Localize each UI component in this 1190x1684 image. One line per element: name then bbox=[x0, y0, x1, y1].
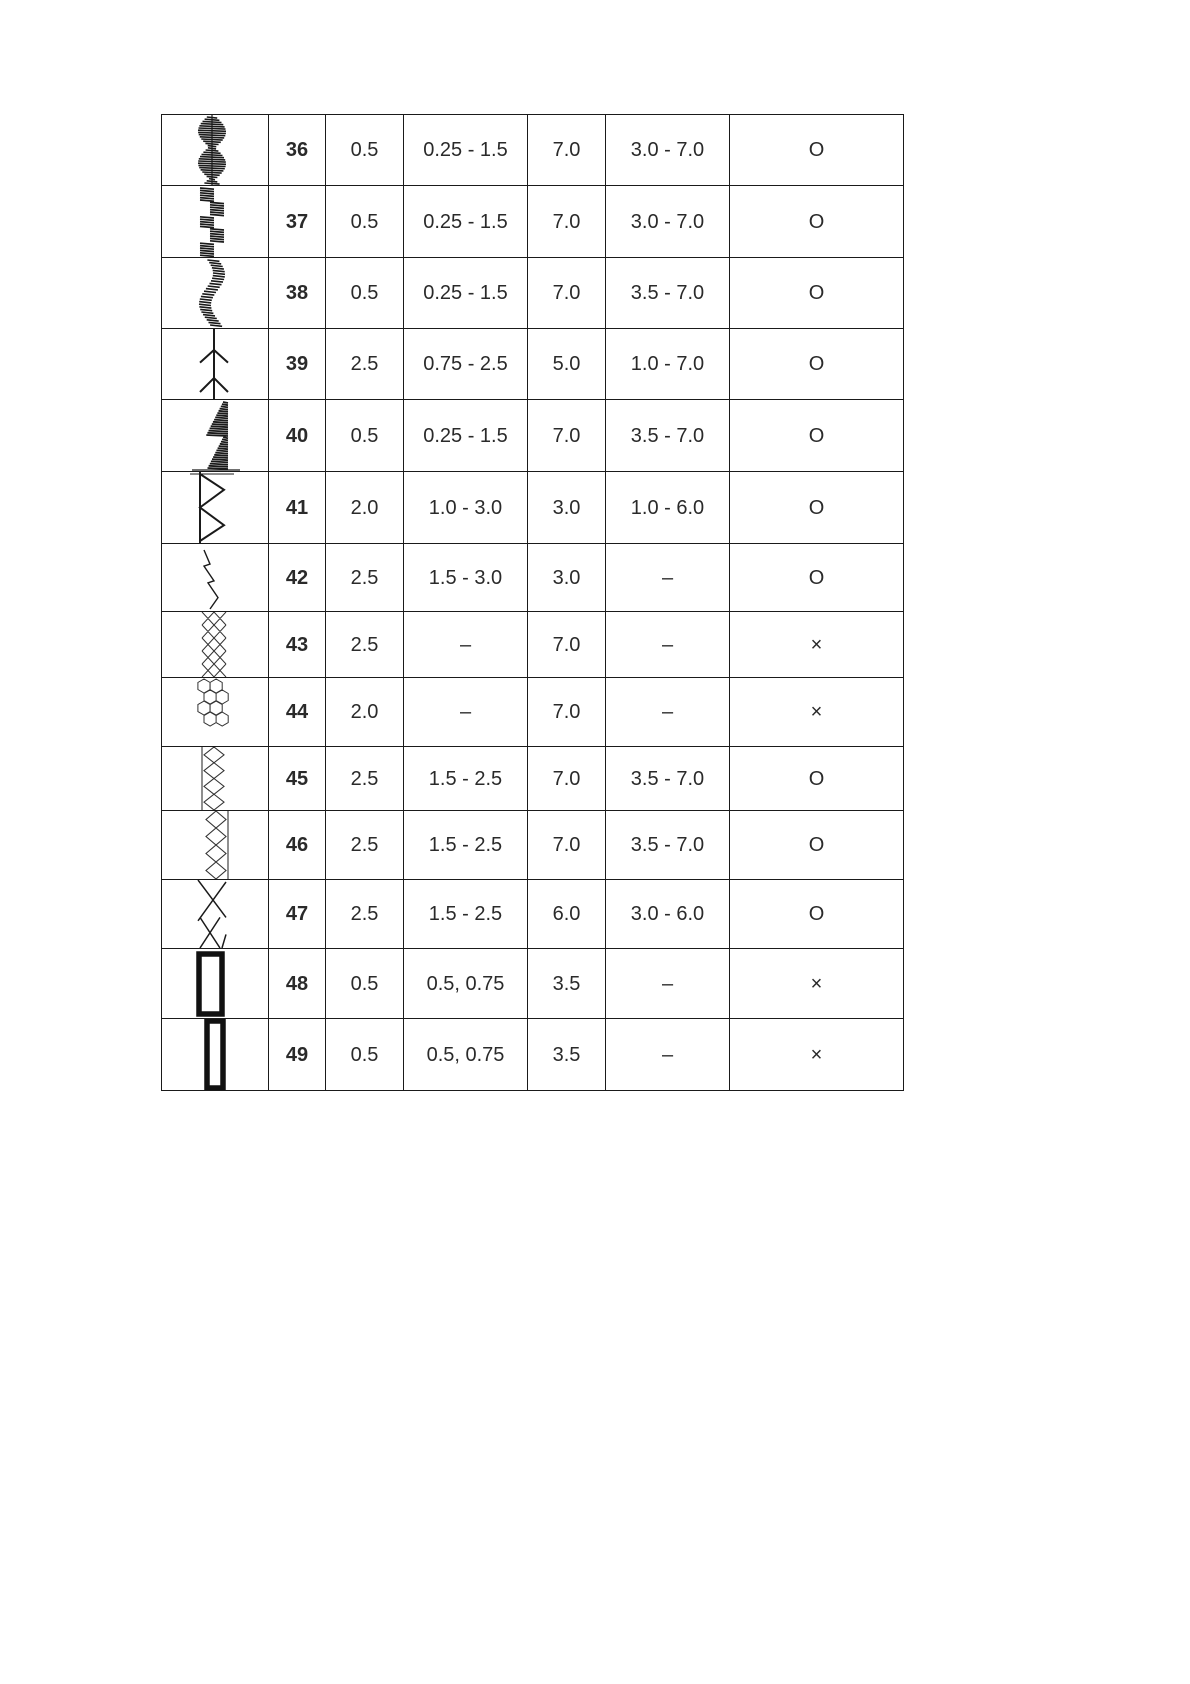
default-value-2: 3.5 bbox=[528, 1019, 606, 1091]
range-value-1: 1.5 - 2.5 bbox=[404, 747, 528, 811]
stitch-number: 48 bbox=[269, 949, 326, 1019]
stitch-number: 49 bbox=[269, 1019, 326, 1091]
stitch-pattern-cell bbox=[162, 678, 269, 747]
table-row bbox=[162, 258, 904, 329]
stitch-number: 37 bbox=[269, 186, 326, 258]
stitch-pattern-cell bbox=[162, 1019, 269, 1091]
range-value-1: 0.5, 0.75 bbox=[404, 1019, 528, 1091]
table-row bbox=[162, 949, 904, 1019]
default-value-2: 7.0 bbox=[528, 811, 606, 880]
range-value-2: – bbox=[606, 612, 730, 678]
diamond-right-edge-stitch-icon bbox=[162, 811, 268, 879]
stitch-number: 38 bbox=[269, 258, 326, 329]
range-value-1: 0.25 - 1.5 bbox=[404, 186, 528, 258]
stitch-pattern-cell bbox=[162, 880, 269, 949]
availability-mark: O bbox=[730, 811, 904, 880]
range-value-1: – bbox=[404, 612, 528, 678]
range-value-2: 3.0 - 7.0 bbox=[606, 186, 730, 258]
table-row bbox=[162, 811, 904, 880]
stitch-number: 39 bbox=[269, 329, 326, 400]
arrow-stitch-icon bbox=[162, 329, 268, 399]
range-value-2: 3.0 - 7.0 bbox=[606, 115, 730, 186]
stitch-pattern-cell bbox=[162, 329, 269, 400]
default-value-1: 2.5 bbox=[326, 329, 404, 400]
table-row bbox=[162, 1019, 904, 1091]
default-value-1: 2.5 bbox=[326, 544, 404, 612]
default-value-2: 7.0 bbox=[528, 747, 606, 811]
stitch-number: 42 bbox=[269, 544, 326, 612]
default-value-2: 7.0 bbox=[528, 258, 606, 329]
range-value-1: 1.5 - 2.5 bbox=[404, 811, 528, 880]
default-value-2: 7.0 bbox=[528, 186, 606, 258]
stitch-pattern-cell bbox=[162, 747, 269, 811]
availability-mark: O bbox=[730, 329, 904, 400]
range-value-2: – bbox=[606, 678, 730, 747]
default-value-1: 2.5 bbox=[326, 880, 404, 949]
default-value-2: 7.0 bbox=[528, 115, 606, 186]
range-value-1: 0.25 - 1.5 bbox=[404, 115, 528, 186]
stitch-pattern-cell bbox=[162, 949, 269, 1019]
availability-mark: O bbox=[730, 747, 904, 811]
availability-mark: O bbox=[730, 186, 904, 258]
stitch-pattern-cell bbox=[162, 400, 269, 472]
table-row bbox=[162, 186, 904, 258]
table-row bbox=[162, 678, 904, 747]
availability-mark: × bbox=[730, 949, 904, 1019]
range-value-2: 3.5 - 7.0 bbox=[606, 400, 730, 472]
stitch-number: 45 bbox=[269, 747, 326, 811]
wave-satin-stitch-icon bbox=[162, 258, 268, 328]
default-value-1: 2.0 bbox=[326, 472, 404, 544]
range-value-2: 3.5 - 7.0 bbox=[606, 258, 730, 329]
x-cross-stitch-icon bbox=[162, 880, 268, 948]
table-row bbox=[162, 115, 904, 186]
range-value-1: 1.0 - 3.0 bbox=[404, 472, 528, 544]
stitch-number: 36 bbox=[269, 115, 326, 186]
wide-buttonhole-stitch-icon bbox=[162, 949, 268, 1018]
stitch-number: 44 bbox=[269, 678, 326, 747]
stitch-pattern-cell bbox=[162, 258, 269, 329]
diamond-left-edge-stitch-icon bbox=[162, 747, 268, 810]
table-row bbox=[162, 612, 904, 678]
default-value-1: 2.5 bbox=[326, 811, 404, 880]
stitch-pattern-cell bbox=[162, 472, 269, 544]
range-value-2: – bbox=[606, 544, 730, 612]
table-row bbox=[162, 880, 904, 949]
availability-mark: O bbox=[730, 880, 904, 949]
table-row bbox=[162, 400, 904, 472]
default-value-1: 0.5 bbox=[326, 949, 404, 1019]
range-value-2: 1.0 - 7.0 bbox=[606, 329, 730, 400]
range-value-2: – bbox=[606, 1019, 730, 1091]
availability-mark: O bbox=[730, 472, 904, 544]
default-value-1: 2.5 bbox=[326, 747, 404, 811]
stitch-number: 47 bbox=[269, 880, 326, 949]
table-body bbox=[162, 115, 904, 1091]
stitch-number: 41 bbox=[269, 472, 326, 544]
stitch-number: 40 bbox=[269, 400, 326, 472]
default-value-2: 6.0 bbox=[528, 880, 606, 949]
range-value-2: 3.5 - 7.0 bbox=[606, 811, 730, 880]
default-value-1: 0.5 bbox=[326, 186, 404, 258]
default-value-1: 0.5 bbox=[326, 400, 404, 472]
availability-mark: × bbox=[730, 678, 904, 747]
default-value-2: 3.0 bbox=[528, 544, 606, 612]
stitch-pattern-cell bbox=[162, 186, 269, 258]
stitch-pattern-cell bbox=[162, 612, 269, 678]
cross-hatch-stitch-icon bbox=[162, 612, 268, 677]
range-value-1: 0.75 - 2.5 bbox=[404, 329, 528, 400]
range-value-1: 1.5 - 3.0 bbox=[404, 544, 528, 612]
table-row bbox=[162, 472, 904, 544]
range-value-1: – bbox=[404, 678, 528, 747]
range-value-1: 0.25 - 1.5 bbox=[404, 400, 528, 472]
stitch-pattern-cell bbox=[162, 544, 269, 612]
default-value-2: 7.0 bbox=[528, 612, 606, 678]
step-satin-stitch-icon bbox=[162, 186, 268, 257]
default-value-1: 2.0 bbox=[326, 678, 404, 747]
default-value-1: 0.5 bbox=[326, 115, 404, 186]
zigzag-edge-stitch-icon bbox=[162, 472, 268, 543]
availability-mark: O bbox=[730, 544, 904, 612]
range-value-2: 3.0 - 6.0 bbox=[606, 880, 730, 949]
default-value-2: 3.0 bbox=[528, 472, 606, 544]
table-row bbox=[162, 329, 904, 400]
stitch-number: 43 bbox=[269, 612, 326, 678]
narrow-buttonhole-stitch-icon bbox=[162, 1019, 268, 1090]
default-value-2: 7.0 bbox=[528, 678, 606, 747]
range-value-1: 1.5 - 2.5 bbox=[404, 880, 528, 949]
range-value-2: – bbox=[606, 949, 730, 1019]
range-value-2: 3.5 - 7.0 bbox=[606, 747, 730, 811]
availability-mark: O bbox=[730, 115, 904, 186]
range-value-1: 0.5, 0.75 bbox=[404, 949, 528, 1019]
table-row bbox=[162, 544, 904, 612]
dense-satin-wave-stitch-icon bbox=[162, 115, 268, 185]
availability-mark: × bbox=[730, 1019, 904, 1091]
default-value-1: 0.5 bbox=[326, 1019, 404, 1091]
triangle-satin-stitch-icon bbox=[162, 400, 268, 471]
default-value-1: 0.5 bbox=[326, 258, 404, 329]
table-row bbox=[162, 747, 904, 811]
default-value-2: 5.0 bbox=[528, 329, 606, 400]
honeycomb-stitch-icon bbox=[162, 678, 268, 746]
default-value-1: 2.5 bbox=[326, 612, 404, 678]
availability-mark: O bbox=[730, 400, 904, 472]
default-value-2: 3.5 bbox=[528, 949, 606, 1019]
range-value-2: 1.0 - 6.0 bbox=[606, 472, 730, 544]
availability-mark: × bbox=[730, 612, 904, 678]
lightning-stitch-icon bbox=[162, 544, 268, 611]
stitch-pattern-cell bbox=[162, 811, 269, 880]
default-value-2: 7.0 bbox=[528, 400, 606, 472]
stitch-pattern-cell bbox=[162, 115, 269, 186]
availability-mark: O bbox=[730, 258, 904, 329]
range-value-1: 0.25 - 1.5 bbox=[404, 258, 528, 329]
stitch-number: 46 bbox=[269, 811, 326, 880]
stitch-settings-table bbox=[161, 114, 904, 1091]
